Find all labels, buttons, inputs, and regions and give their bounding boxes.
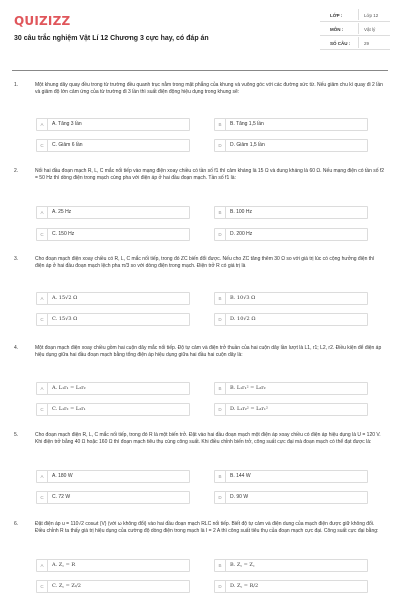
option-letter: D xyxy=(215,314,226,325)
option-text: A. 15√2 Ω xyxy=(52,295,78,301)
option-text: B. 144 W xyxy=(230,473,251,479)
meta-value: Lớp 12 xyxy=(364,13,379,18)
option-letter: C xyxy=(37,140,48,151)
meta-value: 29 xyxy=(364,41,370,46)
option-text: C. 15√3 Ω xyxy=(52,316,78,322)
option-d[interactable] xyxy=(214,580,368,593)
question-number: 3. xyxy=(14,256,19,262)
question-text: Cho đoạn mạch điện xoay chiều có R, L, C mắc nối tiếp, trong đó ZC biến đổi được. Nếu cho ZC tăng thêm 30 Ω so với giá trị lúc có cộng hưởng điện thì điện áp ở hai đầu đoạn mạch lệch pha π/3 so với dòng điện trong mạch. Điện trở R có giá trị là xyxy=(35,256,375,269)
option-letter: B xyxy=(215,207,226,218)
question-number: 5. xyxy=(14,432,19,438)
option-letter: D xyxy=(215,581,226,592)
option-text: A. Tăng 3 lần xyxy=(52,121,82,127)
question-number: 1. xyxy=(14,82,19,88)
option-a[interactable] xyxy=(36,559,190,572)
option-letter: B xyxy=(215,383,226,394)
option-letter: D xyxy=(215,140,226,151)
meta-value: Vật lý xyxy=(364,27,376,32)
option-text: D. 10√2 Ω xyxy=(230,316,256,322)
option-b[interactable] xyxy=(214,559,368,572)
option-letter: A xyxy=(37,560,48,571)
option-letter: A xyxy=(37,207,48,218)
option-letter: C xyxy=(37,314,48,325)
option-text: B. Z꜀ = Z꜀ xyxy=(230,562,255,568)
option-c[interactable] xyxy=(36,491,190,504)
option-letter: C xyxy=(37,581,48,592)
question-number: 4. xyxy=(14,345,19,351)
option-a[interactable] xyxy=(36,470,190,483)
option-b[interactable] xyxy=(214,206,368,219)
option-c[interactable] xyxy=(36,139,190,152)
meta-key: LỚP : xyxy=(330,13,343,18)
question-text: Cho đoạn mạch điện R, L, C mắc nối tiếp, trong đó R là một biến trở. Đặt vào hai đầu đoạn mạch một điện áp xoay chiều có điện áp hiệu dụng là U = 120 V. Khi điện trở bằng 40 Ω hoặc 160 Ω thì đoạn mạch tiêu thụ cùng công suất. Khi điều chỉnh biến trở, công suất cực đại mà đoạn mạch có thể đạt được là: xyxy=(35,432,381,445)
option-b[interactable] xyxy=(214,292,368,305)
option-a[interactable] xyxy=(36,292,190,305)
option-text: D. 90 W xyxy=(230,494,249,500)
option-text: D. Giảm 1,5 lần xyxy=(230,142,265,148)
quizizz-logo: QUIZIZZ xyxy=(14,14,71,28)
option-text: D. 200 Hz xyxy=(230,231,253,237)
option-c[interactable] xyxy=(36,313,190,326)
meta-row-subject xyxy=(320,22,390,36)
option-text: B. L₁r₁² = L₂r₂ xyxy=(230,385,266,391)
meta-key: SỐ CÂU : xyxy=(330,41,351,46)
option-b[interactable] xyxy=(214,470,368,483)
option-text: B. 10√3 Ω xyxy=(230,295,256,301)
option-text: C. L₁r₂ = L₂r₁ xyxy=(52,406,86,412)
option-letter: B xyxy=(215,471,226,482)
option-letter: C xyxy=(37,229,48,240)
option-text: C. Z꜀ = Zₗ/2 xyxy=(52,583,81,589)
question-text: Một khung dây quay đều trong từ trường đều quanh trục nằm trong mặt phẳng của khung và vuông góc với các đường sức từ. Nếu giảm chu kì quay đi 2 lần và giảm độ lớn cảm ứng của từ trường đi 3 lần thì suất điện động hiệu dụng trong khung sẽ: xyxy=(35,82,383,95)
option-c[interactable] xyxy=(36,228,190,241)
option-d[interactable] xyxy=(214,403,368,416)
option-c[interactable] xyxy=(36,580,190,593)
meta-separator xyxy=(358,23,359,34)
option-text: D. L₁r₂² = L₂r₁² xyxy=(230,406,268,412)
option-a[interactable] xyxy=(36,118,190,131)
option-text: A. L₁r₁ = L₂r₂ xyxy=(52,385,86,391)
option-text: A. 180 W xyxy=(52,473,73,479)
header-divider xyxy=(12,70,388,71)
option-a[interactable] xyxy=(36,382,190,395)
question-number: 6. xyxy=(14,521,19,527)
option-text: C. 72 W xyxy=(52,494,71,500)
option-d[interactable] xyxy=(214,139,368,152)
question-text: Đặt điện áp u = 110√2 cosωt (V) (với ω không đổi) vào hai đầu đoạn mạch RLC nối tiếp. Biết độ tự cảm và điện dung của mạch điện được giữ không đổi. Điều chỉnh R ta thấy giá trị hiệu dụng của cường độ dòng điện trong mạch là I = 2 A thì công suất tiêu thụ của đoạn mạch cực đại. Công suất cực đại bằng: xyxy=(35,521,379,534)
option-d[interactable] xyxy=(214,228,368,241)
question-number: 2. xyxy=(14,168,19,174)
option-text: B. Tăng 1,5 lần xyxy=(230,121,264,127)
option-letter: A xyxy=(37,119,48,130)
meta-key: MÔN : xyxy=(330,27,344,32)
option-text: A. 25 Hz xyxy=(52,209,72,215)
meta-separator xyxy=(358,37,359,48)
option-letter: D xyxy=(215,404,226,415)
option-d[interactable] xyxy=(214,491,368,504)
question-text: Một đoạn mạch điện xoay chiều gồm hai cuộn dây mắc nối tiếp. Độ tự cảm và điện trở thuần của hai cuộn dây lần lượt là L1, r1; L2, r2. Điều kiện để điện áp hiệu dụng giữa hai đầu đoạn mạch bằng tổng điện áp hiệu dụng giữa hai đầu hai cuộn dây là: xyxy=(35,345,382,358)
meta-separator xyxy=(358,9,359,20)
option-letter: B xyxy=(215,119,226,130)
option-letter: D xyxy=(215,492,226,503)
option-letter: A xyxy=(37,383,48,394)
meta-row-class xyxy=(320,8,390,22)
option-d[interactable] xyxy=(214,313,368,326)
option-a[interactable] xyxy=(36,206,190,219)
option-b[interactable] xyxy=(214,382,368,395)
worksheet-meta xyxy=(320,8,390,50)
option-letter: C xyxy=(37,492,48,503)
option-text: D. Z꜀ = R/2 xyxy=(230,583,259,589)
option-b[interactable] xyxy=(214,118,368,131)
question-text: Nối hai đầu đoạn mạch R, L, C mắc nối tiếp vào mạng điện xoay chiều có tần số f1 thì cảm kháng là 15 Ω và dung kháng là 60 Ω. Nếu mạng điện có tần số f2 = 50 Hz thì dòng điện trong mạch cùng pha với điện áp ở hai đầu đoạn mạch. Tần số f1 là: xyxy=(35,168,385,181)
option-text: A. Z꜀ = R xyxy=(52,562,76,568)
option-letter: B xyxy=(215,293,226,304)
option-text: C. 150 Hz xyxy=(52,231,75,237)
option-letter: C xyxy=(37,404,48,415)
meta-row-count xyxy=(320,36,390,50)
option-text: C. Giảm 6 lần xyxy=(52,142,83,148)
option-letter: D xyxy=(215,229,226,240)
option-text: B. 100 Hz xyxy=(230,209,252,215)
worksheet-title: 30 câu trắc nghiệm Vật Lí 12 Chương 3 cực hay, có đáp án xyxy=(14,35,209,42)
option-letter: A xyxy=(37,471,48,482)
option-letter: A xyxy=(37,293,48,304)
option-letter: B xyxy=(215,560,226,571)
option-c[interactable] xyxy=(36,403,190,416)
worksheet-header xyxy=(0,0,400,70)
